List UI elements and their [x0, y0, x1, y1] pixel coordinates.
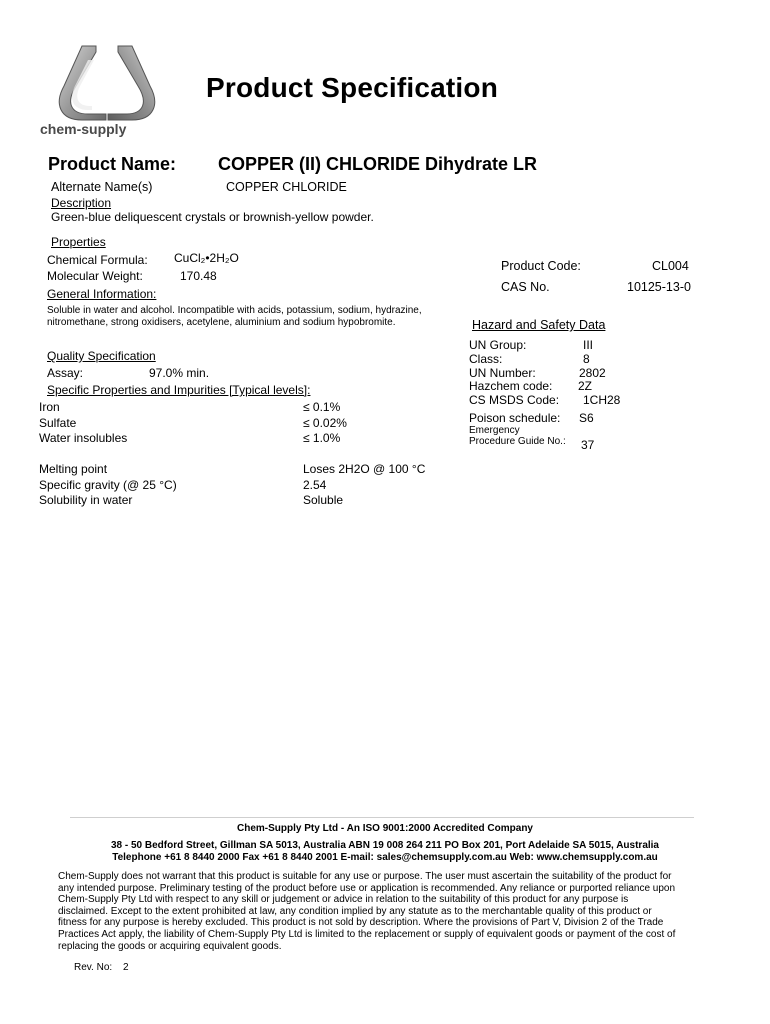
description-heading: Description [51, 196, 112, 210]
footer-company: Chem-Supply Pty Ltd - An ISO 9001:2000 Accredited Company [237, 823, 533, 834]
footer-address: 38 - 50 Bedford Street, Gillman SA 5013, Australia ABN 19 008 264 211 PO Box 201, Port Adelaide SA 5015, Australia [110, 840, 659, 851]
product-code-value: CL004 [652, 259, 689, 273]
footer-disclaimer: Chem-Supply does not warrant that this product is suitable for any use or purpose. The user must ascertain the suitability of the product for any intended purpose. Preliminary testing of the product before use or application is recommended. Any reliance or purported reliance upon Chem-Supply Pty Ltd with respect to any skill or judgement or advice in relation to the suitability of this product for any purpose is disclaimed. Except to the extent prohibited at law, any condition implied by any statute as to the merchantable quality of this product or fitness for any purpose is hereby excluded. This product is not sold by description. Where the provisions of Part V, Division 2 of the Trade Practices Act apply, the liability of Chem-Supply Pty Ltd is limited to the replacement or supply of equivalent goods or payment of the cost of replacing the goods or acquiring equivalent goods. [58, 871, 676, 952]
product-code-label: Product Code: [501, 259, 581, 273]
general-information-text: Soluble in water and alcohol. Incompatible with acids, potassium, sodium, hydrazine, nitromethane, strong oxidisers, acetylene, aluminium and sodium hypobromite. [47, 305, 422, 328]
chemical-formula-label: Chemical Formula: [47, 253, 148, 267]
impurity-value: ≤ 0.1% [303, 400, 341, 414]
product-name-label: Product Name: [48, 154, 177, 174]
un-group-label: UN Group: [469, 338, 527, 352]
footer-contact: Telephone +61 8 8440 2000 Fax +61 8 8440 2001 E-mail: sales@chemsupply.com.au Web: www.chemsupply.com.au [112, 852, 658, 863]
molecular-weight-value: 170.48 [180, 269, 217, 283]
msds-code-value: 1CH28 [583, 393, 621, 407]
assay-label: Assay: [47, 366, 84, 380]
epg-value: 37 [581, 438, 595, 452]
chemical-formula-value: CuCl₂•2H₂O [174, 251, 239, 265]
poison-schedule-value: S6 [579, 411, 594, 425]
impurity-value: ≤ 1.0% [303, 431, 341, 445]
physical-property-value: 2.54 [303, 478, 327, 492]
molecular-weight-label: Molecular Weight: [47, 269, 143, 283]
hazchem-label: Hazchem code: [469, 379, 553, 393]
epg-label-line2: Procedure Guide No.: [469, 436, 566, 447]
un-number-label: UN Number: [469, 366, 536, 380]
assay-value: 97.0% min. [149, 366, 210, 380]
epg-label-line1: Emergency [469, 425, 520, 436]
physical-property-value: Loses 2H2O @ 100 °C [303, 462, 426, 476]
impurity-name: Iron [39, 400, 60, 414]
revision-label: Rev. No: [74, 962, 113, 973]
footer-divider [70, 817, 694, 818]
physical-property-name: Melting point [39, 462, 108, 476]
physical-property-name: Specific gravity (@ 25 °C) [39, 478, 177, 492]
description-text: Green-blue deliquescent crystals or brownish-yellow powder. [51, 210, 374, 224]
un-group-value: III [583, 338, 594, 352]
impurities-heading: Specific Properties and Impurities [Typical levels]: [47, 383, 311, 397]
un-number-value: 2802 [579, 366, 606, 380]
hazard-heading: Hazard and Safety Data [472, 318, 606, 332]
msds-code-label: CS MSDS Code: [469, 393, 560, 407]
class-value: 8 [583, 352, 590, 366]
class-label: Class: [469, 352, 503, 366]
impurity-name: Sulfate [39, 416, 77, 430]
quality-specification-heading: Quality Specification [47, 349, 156, 363]
physical-property-value: Soluble [303, 493, 344, 507]
impurity-value: ≤ 0.02% [303, 416, 347, 430]
revision-value: 2 [123, 962, 129, 973]
page-title: Product Specification [206, 72, 499, 103]
logo-wordmark: chem-supply [40, 121, 127, 137]
hazchem-value: 2Z [578, 379, 593, 393]
alternate-name-value: COPPER CHLORIDE [226, 180, 347, 194]
properties-heading: Properties [51, 235, 106, 249]
physical-property-name: Solubility in water [39, 493, 133, 507]
general-information-heading: General Information: [47, 287, 157, 301]
impurity-name: Water insolubles [39, 431, 128, 445]
cas-number-label: CAS No. [501, 280, 550, 294]
alternate-name-label: Alternate Name(s) [51, 180, 153, 194]
cas-number-value: 10125-13-0 [627, 280, 691, 294]
product-name-value: COPPER (II) CHLORIDE Dihydrate LR [218, 154, 538, 174]
poison-schedule-label: Poison schedule: [469, 411, 561, 425]
